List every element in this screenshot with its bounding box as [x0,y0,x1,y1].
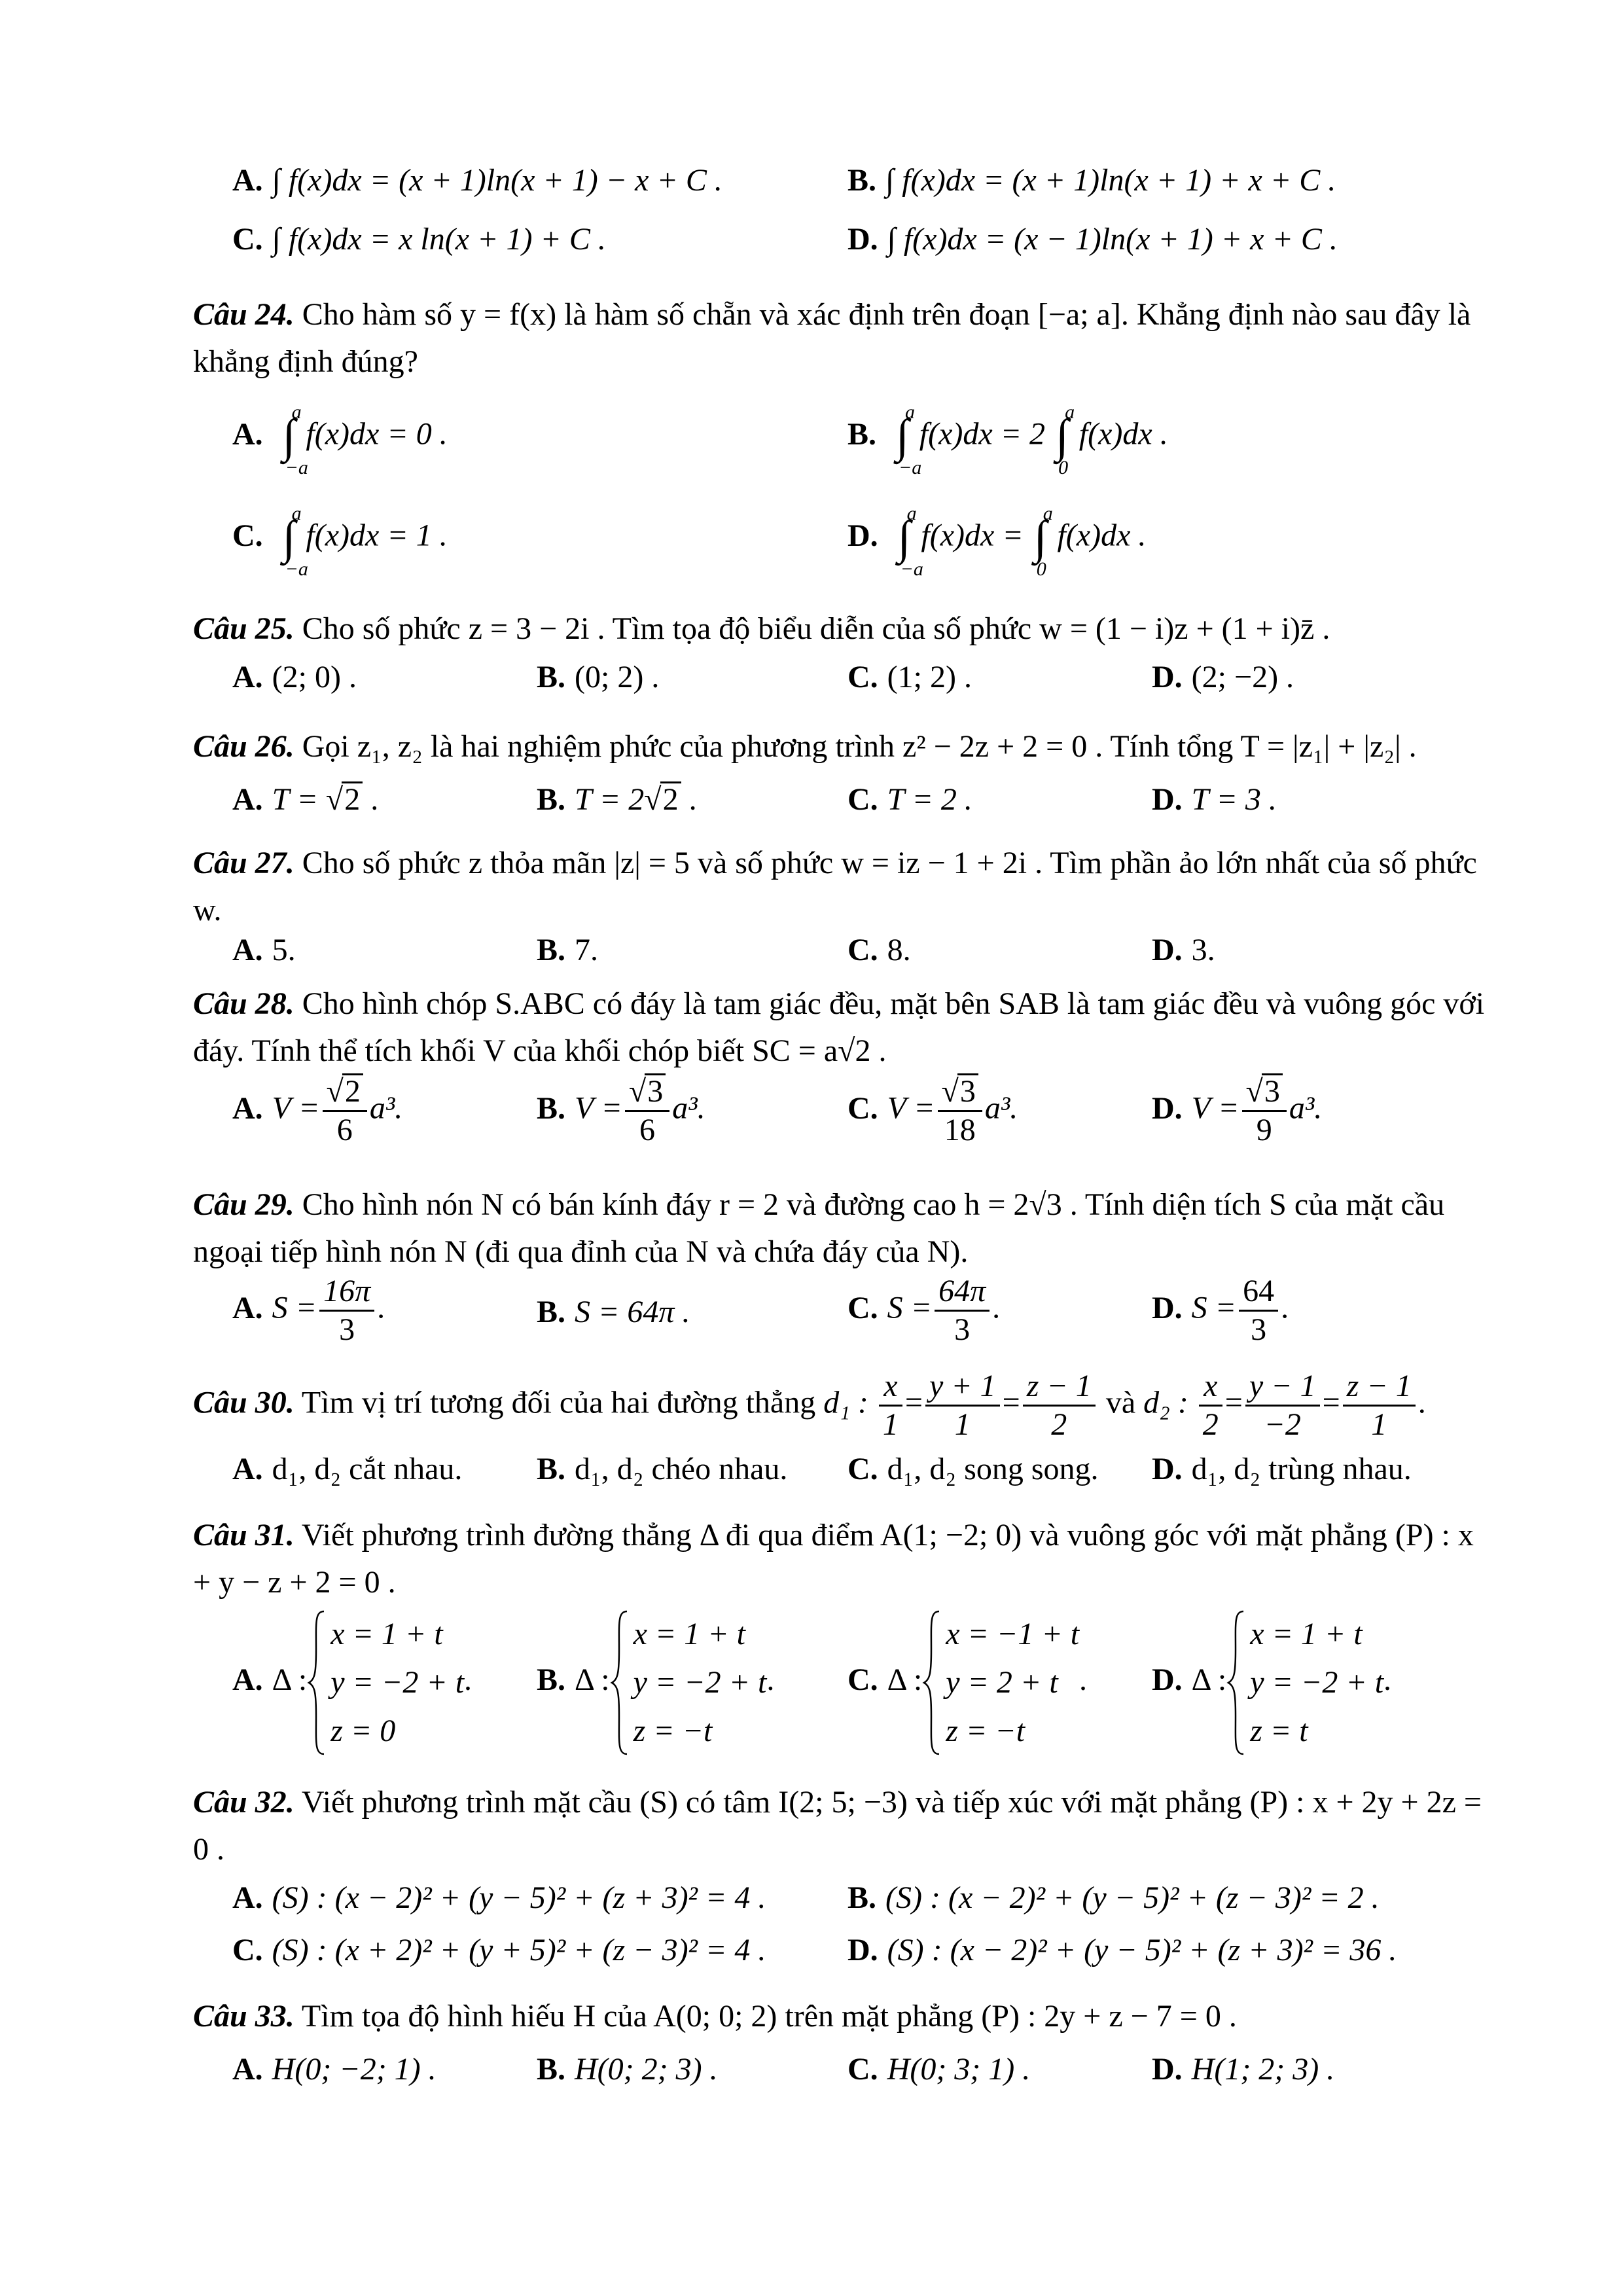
fraction: $\frac{z - 1}{1}$ [1343,1368,1416,1443]
left-brace-icon [1226,1610,1246,1755]
q23-option-d: D. ∫ f(x)dx = (x − 1)ln(x + 1) + x + C . [847,222,1338,257]
q27-option-d: D. 3. [1152,933,1215,967]
q33-option-d: D. H(1; 2; 3) . [1152,2052,1335,2087]
q30-option-b: B. d₁, d₂ chéo nhau. [537,1452,788,1486]
equation-system: x = 1 + t y = −2 + t z = −t [610,1610,767,1755]
q26-option-c: C. T = 2 . [847,782,972,817]
q33-option-a: A. H(0; −2; 1) . [232,2052,437,2087]
q25-option-d: D. (2; −2) . [1152,660,1294,694]
q23-option-a: A. ∫ f(x)dx = (x + 1)ln(x + 1) − x + C . [232,163,722,198]
q29-stem: Câu 29. Cho hình nón N có bán kính đáy r = 2 và đường cao h = 2√3 . Tính diện tích S của mặt cầu ngoại tiếp hình nón N (đi qua đỉnh của N và chứa đáy của N). [193,1187,1445,1269]
fraction: $\frac{√3}{6}$ [625,1073,669,1149]
q33-stem: Câu 33. Tìm tọa độ hình hiếu H của A(0; 0; 2) trên mặt phẳng (P) : 2y + z − 7 = 0 . [193,1999,1237,2034]
q25-option-c: C. (1; 2) . [847,660,972,694]
q32-stem: Câu 32. Viết phương trình mặt cầu (S) có tâm I(2; 5; −3) và tiếp xúc với mặt phẳng (P) : x + 2y + 2z = 0 . [193,1785,1482,1867]
integral-symbol: a ∫ 0 [1056,401,1075,478]
q28-option-a: A. V = $\frac{√2}{6}$ a³. [232,1074,403,1147]
q24-option-c: C. a ∫ −a f(x)dx = 1 . [232,503,448,580]
q26-option-d: D. T = 3 . [1152,782,1277,817]
q27-stem: Câu 27. Cho số phức z thỏa mãn |z| = 5 và số phức w = iz − 1 + 2i . Tìm phần ảo lớn nhất của số phức w. [193,846,1477,927]
q27-option-a: A. 5. [232,933,296,967]
q25-option-a: A. (2; 0) . [232,660,357,694]
fraction: $\frac{16\pi}{3}$ [319,1273,374,1348]
integral-symbol: a ∫ 0 [1033,503,1053,580]
integral-symbol: a ∫ −a [896,401,922,478]
q31-option-a: A. Δ : x = 1 + t y = −2 + t z = 0 . [232,1610,472,1755]
integral-symbol: a ∫ −a [282,503,308,580]
fraction: $\frac{√3}{9}$ [1242,1073,1287,1149]
fraction: $\frac{y + 1}{1}$ [925,1368,1000,1443]
q30-option-a: A. d₁, d₂ cắt nhau. [232,1452,463,1486]
fraction: $\frac{64}{3}$ [1239,1273,1278,1348]
fraction: $\frac{64\pi}{3}$ [935,1273,990,1348]
q27-option-b: B. 7. [537,933,599,967]
q29-option-c: C. S = $\frac{64\pi}{3}$ . [847,1274,1001,1347]
fraction: $\frac{x}{2}$ [1199,1368,1222,1443]
integral-symbol: a ∫ −a [897,503,923,580]
q23-option-b: B. ∫ f(x)dx = (x + 1)ln(x + 1) + x + C . [847,163,1336,198]
q26-option-a: A. T = √2 . [232,782,379,817]
q31-stem: Câu 31. Viết phương trình đường thẳng Δ đi qua điểm A(1; −2; 0) và vuông góc với mặt phẳng (P) : x + y − z + 2 = 0 . [193,1518,1474,1600]
q29-option-b: B. S = 64π . [537,1295,690,1329]
q29-option-d: D. S = $\frac{64}{3}$ . [1152,1274,1289,1347]
q32-option-c: C. (S) : (x + 2)² + (y + 5)² + (z − 3)² = 4 . [232,1933,766,1967]
q31-option-d: D. Δ : x = 1 + t y = −2 + t z = t . [1152,1610,1391,1755]
fraction: $\frac{y - 1}{-2}$ [1245,1368,1320,1443]
q25-option-b: B. (0; 2) . [537,660,660,694]
fraction: $\frac{√3}{18}$ [938,1073,982,1149]
left-brace-icon [307,1610,327,1755]
equation-system: x = −1 + t y = 2 + t z = −t [922,1610,1079,1755]
q27-option-c: C. 8. [847,933,911,967]
q28-option-c: C. V = $\frac{√3}{18}$ a³. [847,1074,1018,1147]
q24-stem: Câu 24. Cho hàm số y = f(x) là hàm số chẵn và xác định trên đoạn [−a; a]. Khẳng định nào sau đây là khẳng định đúng? [193,297,1471,379]
fraction: $\frac{√2}{6}$ [323,1073,367,1149]
q24-option-a: A. a ∫ −a f(x)dx = 0 . [232,401,448,478]
q25-stem: Câu 25. Cho số phức z = 3 − 2i . Tìm tọa độ biểu diễn của số phức w = (1 − i)z + (1 + i)z̄ . [193,611,1330,646]
q28-stem: Câu 28. Cho hình chóp S.ABC có đáy là tam giác đều, mặt bên SAB là tam giác đều và vuông góc với đáy. Tính thể tích khối V của khối chóp biết SC = a√2 . [193,986,1485,1068]
q29-option-a: A. S = $\frac{16\pi}{3}$ . [232,1274,385,1347]
q30-stem: Câu 30. Tìm vị trí tương đối của hai đường thẳng d₁ : $\frac{x}{1}$ = $\frac{y + 1}{1}$ = $\frac{z - 1}{2}$ và d₂ : $\frac{x}{2}$ = $\frac{y - 1}{-2}$ = $\frac{z - 1}{1}$ . [193,1369,1426,1442]
q33-option-c: C. H(0; 3; 1) . [847,2052,1031,2087]
q24-option-d: D. a ∫ −a f(x)dx = a ∫ 0 f(x)dx . [847,503,1147,580]
fraction: $\frac{x}{1}$ [879,1368,902,1443]
q23-option-c: C. ∫ f(x)dx = x ln(x + 1) + C . [232,222,606,257]
q30-option-d: D. d₁, d₂ trùng nhau. [1152,1452,1412,1486]
q31-option-c: C. Δ : x = −1 + t y = 2 + t z = −t . [847,1610,1087,1755]
q31-option-b: B. Δ : x = 1 + t y = −2 + t z = −t . [537,1610,774,1755]
q32-option-a: A. (S) : (x − 2)² + (y − 5)² + (z + 3)² = 4 . [232,1880,766,1915]
fraction: $\frac{z - 1}{2}$ [1023,1368,1096,1443]
q28-option-d: D. V = $\frac{√3}{9}$ a³. [1152,1074,1323,1147]
q33-option-b: B. H(0; 2; 3) . [537,2052,718,2087]
integral-symbol: a ∫ −a [282,401,308,478]
equation-system: x = 1 + t y = −2 + t z = 0 [307,1610,464,1755]
q32-option-b: B. (S) : (x − 2)² + (y − 5)² + (z − 3)² = 2 . [847,1880,1380,1915]
equation-system: x = 1 + t y = −2 + t z = t [1226,1610,1383,1755]
left-brace-icon [610,1610,630,1755]
q28-option-b: B. V = $\frac{√3}{6}$ a³. [537,1074,705,1147]
q24-option-b: B. a ∫ −a f(x)dx = 2 a ∫ 0 f(x)dx . [847,401,1168,478]
q26-option-b: B. T = 2√2 . [537,782,697,817]
q30-option-c: C. d₁, d₂ song song. [847,1452,1099,1486]
q32-option-d: D. (S) : (x − 2)² + (y − 5)² + (z + 3)² = 36 . [847,1933,1397,1967]
left-brace-icon [922,1610,942,1755]
q26-stem: Câu 26. Gọi z₁, z₂ là hai nghiệm phức của phương trình z² − 2z + 2 = 0 . Tính tổng T = |z₁| + |z₂| . [193,729,1417,764]
